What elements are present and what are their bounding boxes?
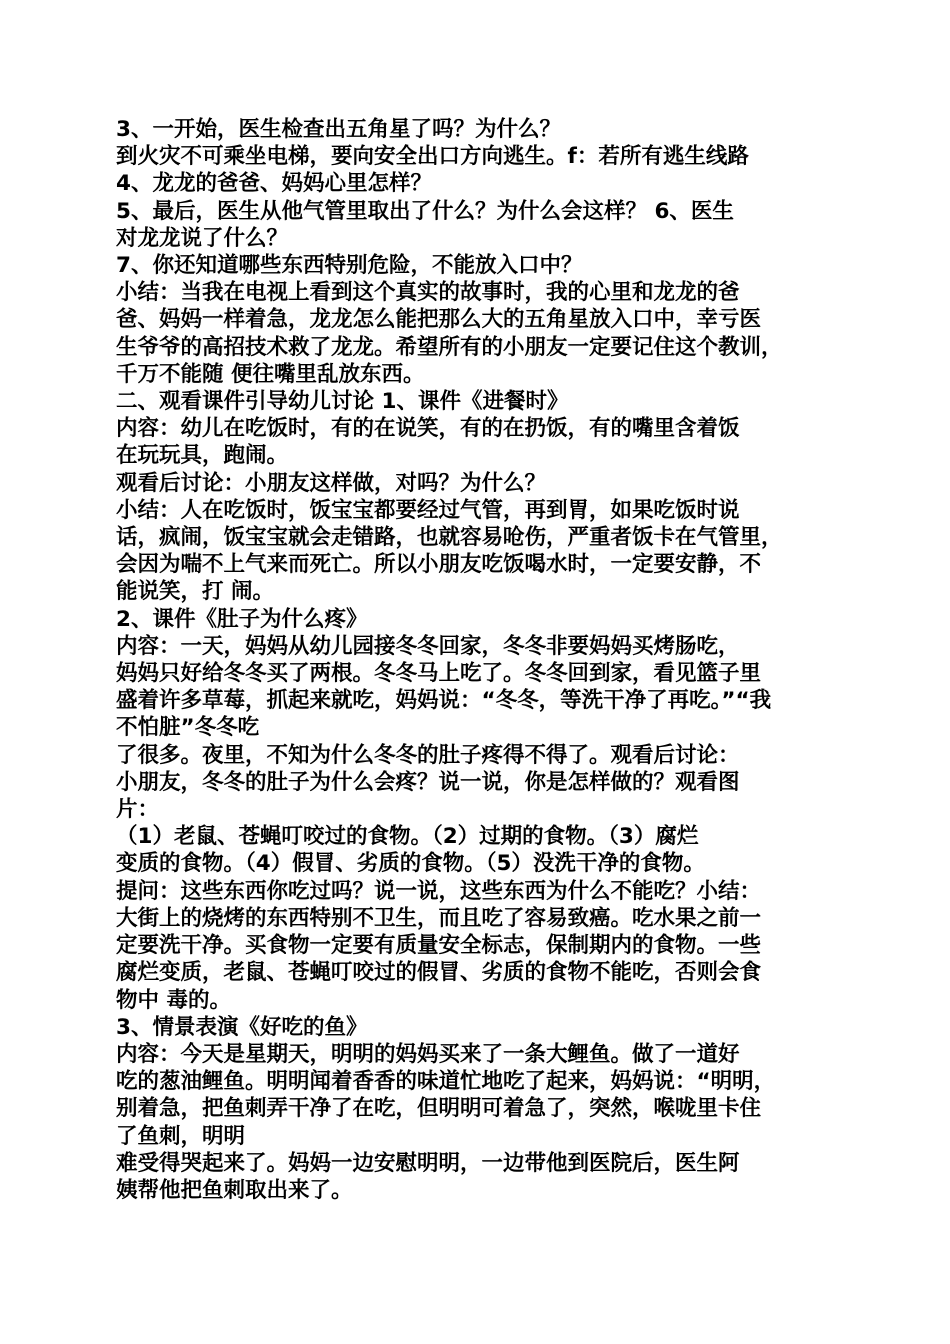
text-line: 大街上的烧烤的东西特别不卫生，而且吃了容易致癌。吃水果之前一: [116, 905, 762, 931]
text-line: 内容：幼儿在吃饭时，有的在说笑，有的在扔饭，有的嘴里含着饭: [116, 416, 740, 442]
text-line: 爸、妈妈一样着急，龙龙怎么能把那么大的五角星放入口中，幸亏医: [116, 307, 762, 333]
text-line: 不怕脏”冬冬吃: [116, 715, 260, 741]
text-line: 3、情景表演《好吃的鱼》: [116, 1014, 368, 1040]
text-line: 小结：人在吃饭时，饭宝宝都要经过气管，再到胃，如果吃饭时说: [116, 497, 740, 523]
text-line: 3、一开始，医生检查出五角星了吗？为什么？: [116, 117, 561, 142]
text-line: 4、龙龙的爸爸、妈妈心里怎样？: [116, 171, 432, 197]
text-line: 内容：一天，妈妈从幼儿园接冬冬回家，冬冬非要妈妈买烤肠吃，: [116, 633, 740, 659]
text-line: 难受得哭起来了。妈妈一边安慰明明，一边带他到医院后，医生阿: [116, 1150, 740, 1176]
text-line: 小朋友，冬冬的肚子为什么会疼？说一说，你是怎样做的？观看图: [116, 769, 740, 795]
text-line: 生爷爷的高招技术救了龙龙。希望所有的小朋友一定要记住这个教训，: [116, 334, 783, 360]
text-line: 二、观看课件引导幼儿讨论 1、课件《进餐时》: [116, 389, 569, 415]
text-line: 姨帮他把鱼刺取出来了。: [116, 1177, 353, 1203]
text-line: 别着急，把鱼刺弄干净了在吃，但明明可着急了，突然，喉咙里卡住: [116, 1096, 762, 1122]
text-line: 了鱼刺，明明: [116, 1123, 246, 1149]
text-line: 吃的葱油鲤鱼。明明闻着香香的味道忙地吃了起来，妈妈说：“明明，: [116, 1069, 776, 1095]
text-line: （1）老鼠、苍蝇叮咬过的食物。（2）过期的食物。（3）腐烂: [116, 824, 699, 850]
text-line: 在玩玩具，跑闹。: [116, 443, 289, 469]
text-line: 话，疯闹，饭宝宝就会走错路，也就容易呛伤，严重者饭卡在气管里，: [116, 525, 783, 551]
text-line: 提问：这些东西你吃过吗？说一说，这些东西为什么不能吃？小结：: [116, 878, 762, 904]
text-line: 到火灾不可乘坐电梯，要向安全出口方向逃生。f：若所有逃生线路: [116, 144, 749, 170]
text-line: 定要洗干净。买食物一定要有质量安全标志，保制期内的食物。一些: [116, 933, 762, 959]
text-line: 观看后讨论：小朋友这样做，对吗？为什么？: [116, 470, 547, 496]
text-line: 了很多。夜里，不知为什么冬冬的肚子疼得不得了。观看后讨论：: [116, 742, 740, 768]
text-line: 内容：今天是星期天，明明的妈妈买来了一条大鲤鱼。做了一道好: [116, 1041, 740, 1067]
text-line: 7、你还知道哪些东西特别危险，不能放入口中？: [116, 253, 583, 279]
text-line: 会因为喘不上气来而死亡。所以小朋友吃饭喝水时，一定要安静，不: [116, 552, 762, 578]
text-line: 2、课件《肚子为什么疼》: [116, 606, 368, 632]
text-line: 千万不能随 便往嘴里乱放东西。: [116, 361, 425, 387]
text-line: 小结：当我在电视上看到这个真实的故事时，我的心里和龙龙的爸: [116, 280, 740, 306]
text-line: 片：: [116, 797, 160, 823]
text-line: 对龙龙说了什么？: [116, 225, 289, 251]
text-line: 物中 毒的。: [116, 987, 231, 1013]
text-line: 5、最后，医生从他气管里取出了什么？为什么会这样？ 6、医生: [116, 198, 734, 224]
text-line: 变质的食物。（4）假冒、劣质的食物。（5）没洗干净的食物。: [116, 851, 705, 877]
document-body: [116, 116, 846, 1204]
text-line: 腐烂变质，老鼠、苍蝇叮咬过的假冒、劣质的食物不能吃，否则会食: [116, 960, 762, 986]
text-line: 妈妈只好给冬冬买了两根。冬冬马上吃了。冬冬回到家，看见篮子里: [116, 661, 762, 687]
text-line: 盛着许多草莓，抓起来就吃，妈妈说：“冬冬，等洗干净了再吃。”“我: [116, 688, 772, 714]
text-line: 能说笑，打 闹。: [116, 579, 274, 605]
